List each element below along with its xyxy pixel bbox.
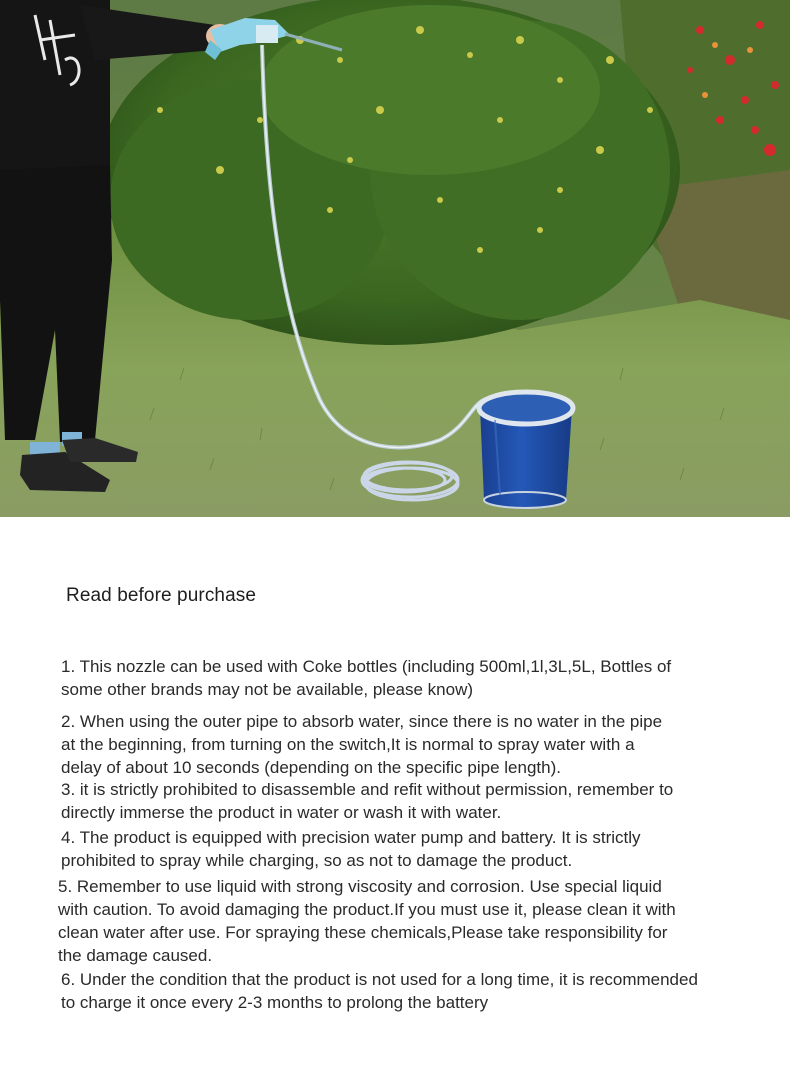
- note-6: 6. Under the condition that the product is not used for a long time, it is recommended to charge it once every 2-3 months to prolong the battery: [61, 970, 698, 1012]
- note-5: 5. Remember to use liquid with strong viscosity and corrosion. Use special liquid with caution. To avoid damaging the product.If you must use it, please clean it with clean water after use. For spraying these chemicals,Please take responsibility for the damage caused.: [58, 877, 676, 965]
- read-before-purchase-heading: Read before purchase: [66, 585, 257, 606]
- note-2: 2. When using the outer pipe to absorb water, since there is no water in the pipe at the beginning, from turning on the switch,It is normal to spray water with a delay of about 10 seconds (depending on the specific pipe length).: [61, 712, 663, 777]
- note-1: 1. This nozzle can be used with Coke bottles (including 500ml,1l,3L,5L, Bottles of some other brands may not be available, please know): [61, 657, 672, 699]
- note-3: 3. it is strictly prohibited to disassemble and refit without permission, remember to directly immerse the product in water or wash it with water.: [61, 780, 674, 822]
- product-photo: [0, 0, 790, 517]
- note-4: 4. The product is equipped with precision water pump and battery. It is strictly prohibited to spray while charging, so as not to damage the product.: [61, 828, 641, 870]
- bucket: [479, 392, 573, 508]
